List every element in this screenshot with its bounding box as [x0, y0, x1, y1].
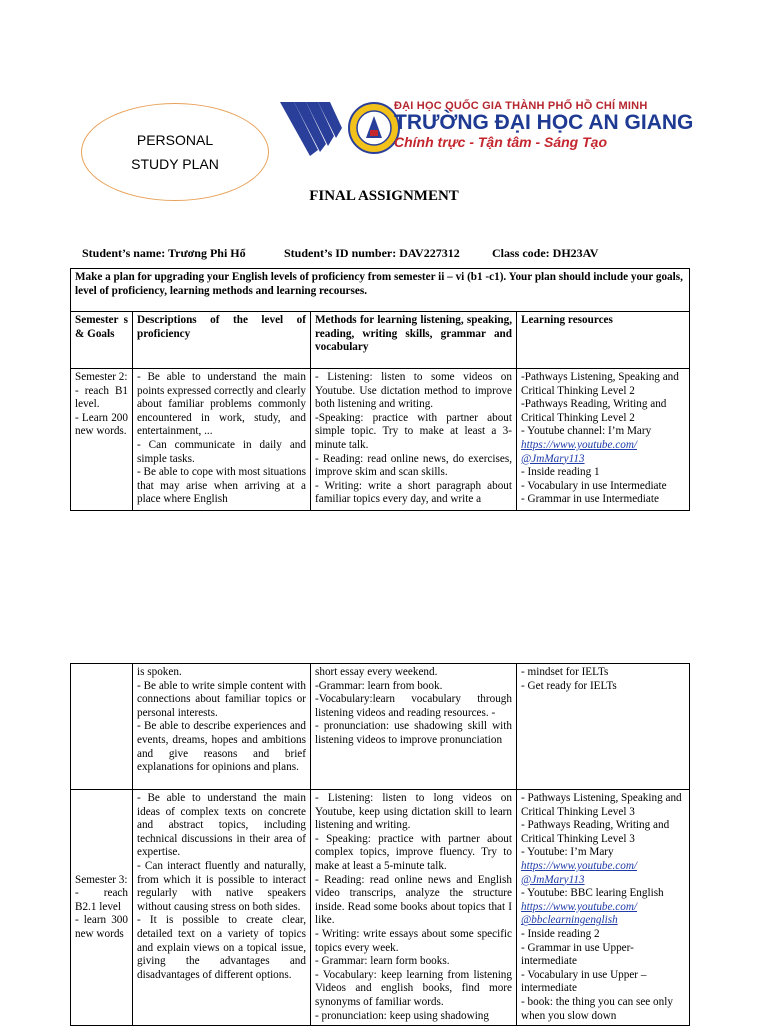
student-name: Student’s name: Trương Phi Hổ [82, 246, 246, 260]
resources-text: - Inside reading 2 - Grammar in use Upper-intermediate - Vocabulary in use Upper – intermediate - book: the thing you can see only when you slow down [521, 927, 673, 1022]
university-name-block [394, 100, 693, 150]
resources-text: -Pathways Listening, Speaking and Critical Thinking Level 2 -Pathways Reading, Writing and Critical Thinking Level 2 - Youtube channel: I’m Mary [521, 371, 679, 438]
header-methods: Methods for learning listening, speaking, reading, writing skills, grammar and vocabulary [311, 312, 517, 369]
resources-text: - Youtube: BBC learing English [521, 887, 664, 900]
semester-2-resources-cont: - mindset for IELTs - Get ready for IELTs [517, 664, 690, 790]
assignment-prompt: Make a plan for upgrading your English levels of proficiency from semester ii – vi (b1 -c1). Your plan should include your goals, level of proficiency, learning methods and learning recourses. [71, 269, 690, 312]
semester-2-goals-cont [71, 664, 133, 790]
resources-text: - Inside reading 1 - Vocabulary in use Intermediate - Grammar in use Intermediate [521, 466, 667, 506]
semester-2-methods: - Listening: listen to some videos on Youtube. Use dictation method to improve both listening and writing. -Speaking: practice with partner about simple topic. Try to make at least a 3-minute talk. - Reading: read online news, do exercises, improve skim and scan skills. - Writing: write a short paragraph about familiar topics every day, and write a [311, 369, 517, 511]
personal-study-plan-oval [81, 103, 269, 201]
semester-3-methods: - Listening: listen to long videos on Youtube, keep using dictation skill to learn listening and writing. - Speaking: practice with partner about complex topics, improve fluency. Try to make at least a 5-minute talk. - Reading: read online news and English video transcrips, analyze the structure inside. Read some books about topics that I like. - Writing: write essays about some specific topics every week. - Grammar: learn form books. - Vocabulary: keep learning from listening Videos and english books, find more synonyms of familiar words. - pronunciation: keep using shadowing [311, 790, 517, 1026]
study-plan-table [70, 268, 690, 511]
oval-line-2: STUDY PLAN [131, 156, 219, 172]
semester-2-description: - Be able to understand the main points expressed correctly and clearly about familiar problems commonly encountered in work, study, and entertainment, ... - Can communicate in daily and simple tasks. - Be able to cope with most situations that may arise when arriving at a place where English [133, 369, 311, 511]
semester-2-resources [517, 369, 690, 511]
semester-3-goals: Semester 3: - reach B2.1 level - learn 300 new words [71, 790, 133, 1026]
student-info [82, 246, 598, 261]
study-plan-table-continued [70, 663, 690, 1026]
page-title: FINAL ASSIGNMENT [309, 188, 459, 204]
youtube-channel-link[interactable]: @JmMary113 [521, 452, 585, 465]
logo-line-1: ĐẠI HỌC QUỐC GIA THÀNH PHỐ HỒ CHÍ MINH [394, 100, 648, 112]
logo-line-2: TRƯỜNG ĐẠI HỌC AN GIANG [394, 111, 694, 134]
semester-3-resources [517, 790, 690, 1026]
youtube-link[interactable]: https://www.youtube.com/ [521, 438, 638, 451]
youtube-channel-link[interactable]: @JmMary113 [521, 873, 585, 886]
student-id: Student’s ID number: DAV227312 [284, 246, 460, 260]
resources-text: - Pathways Listening, Speaking and Critical Thinking Level 3 - Pathways Reading, Writing and Critical Thinking Level 3 - Youtube: I’m Mary [521, 792, 682, 859]
bbc-channel-link[interactable]: @bbclearningenglish [521, 914, 618, 927]
youtube-link[interactable]: https://www.youtube.com/ [521, 900, 638, 913]
youtube-link[interactable]: https://www.youtube.com/ [521, 859, 638, 872]
class-code: Class code: DH23AV [492, 246, 599, 260]
oval-line-1: PERSONAL [136, 132, 214, 148]
semester-2-description-cont: is spoken. - Be able to write simple content with connections about familiar topics or personal interests. - Be able to describe experiences and events, dreams, hopes and ambitions and give reasons and brief explanations for opinions and plans. [133, 664, 311, 790]
header-resources: Learning resources [517, 312, 690, 369]
semester-2-goals: Semester 2: - reach B1 level. - Learn 200 new words. [71, 369, 133, 511]
header-descriptions: Descriptions of the level of proficiency [133, 312, 311, 369]
header-semesters-goals: Semester s & Goals [71, 312, 133, 369]
semester-3-description: - Be able to understand the main ideas of complex texts on concrete and abstract topics, including technical discussions in their area of expertise. - Can interact fluently and naturally, from which it is possible to interact regularly with native speakers without causing stress on both sides. - It is possible to create clear, detailed text on a variety of topics and explain views on a topical issue, giving the advantages and disadvantages of different options. [133, 790, 311, 1026]
logo-line-3: Chính trực - Tận tâm - Sáng Tạo [394, 134, 608, 150]
semester-2-methods-cont: short essay every weekend. -Grammar: learn from book. -Vocabulary:learn vocabulary through listening videos and reading resources. - - pronunciation: use shadowing skill with listening videos to improve pronunciation [311, 664, 517, 790]
